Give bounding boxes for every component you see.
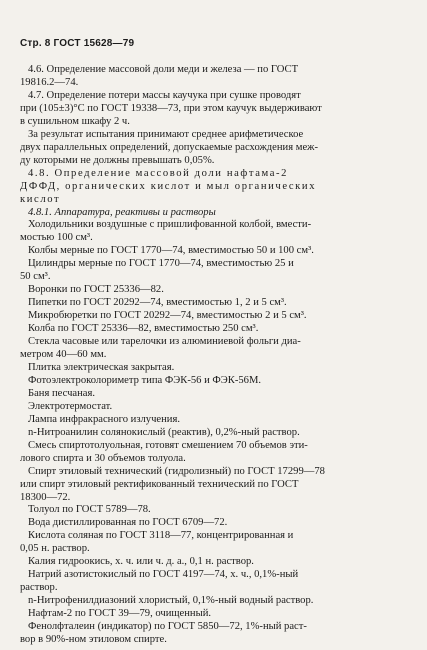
text-line: Стекла часовые или тарелочки из алюминиевой фольги диа-	[28, 336, 301, 348]
text-line: Пипетки по ГОСТ 20292—74, вместимостью 1, 2 и 5 см³.	[28, 297, 287, 309]
text-line: при (105±3)°С по ГОСТ 19338—73, при этом каучук выдерживают	[20, 102, 322, 114]
text-line: n-Нитроанилин солянокислый (реактив), 0,2%-ный раствор.	[28, 426, 300, 438]
text-line: Лампа инфракрасного излучения.	[28, 413, 180, 425]
text-line: Воронки по ГОСТ 25336—82.	[28, 284, 164, 296]
subsection-heading: 4.8.1. Аппаратура, реактивы и растворы	[28, 206, 216, 218]
text-line: Нафтам-2 по ГОСТ 39—79, очищенный.	[28, 608, 212, 620]
text-line: вор в 90%-ном этиловом спирте.	[20, 634, 167, 645]
section-heading: кислот	[20, 193, 61, 205]
text-line: Спирт этиловый технический (гидролизный) по ГОСТ 17299—78	[28, 465, 325, 477]
text-line: Холодильники воздушные с пришлифованной колбой, вмести-	[28, 219, 312, 231]
text-line: Вода дистиллированная по ГОСТ 6709—72.	[28, 517, 228, 529]
text-line: Натрий азотистокислый по ГОСТ 4197—74, х. ч., 0,1%-ный	[28, 569, 299, 581]
text-line: метром 40—60 мм.	[20, 349, 107, 360]
text-line: Смесь спиртотолуольная, готовят смешением 70 объемов эти-	[28, 439, 308, 451]
text-line: Колба по ГОСТ 25336—82, вместимостью 250 см³.	[28, 323, 259, 335]
text-line: или спирт этиловый ректификованный технический по ГОСТ	[20, 478, 299, 490]
text-line: 18300—72.	[20, 491, 71, 503]
text-line: За результат испытания принимают среднее арифметическое	[28, 128, 304, 140]
text-line: Микробюретки по ГОСТ 20292—74, вместимостью 2 и 5 см³.	[28, 310, 307, 322]
text-line: Толуол по ГОСТ 5789—78.	[28, 504, 151, 516]
text-line: Цилиндры мерные по ГОСТ 1770—74, вместимостью 25 и	[28, 258, 294, 270]
text-line: Фенолфталеин (индикатор) по ГОСТ 5850—72, 1%-ный раст-	[28, 621, 307, 633]
section-heading: ДФФД, органических кислот и мыл органических	[20, 180, 317, 192]
text-line: Баня песчаная.	[28, 387, 96, 399]
text-line: ду которыми не должны превышать 0,05%.	[20, 154, 215, 166]
text-line: Фотоэлектроколориметр типа ФЭК-56 и ФЭК-56М.	[28, 374, 262, 386]
text-line: 19816.2—74.	[20, 76, 79, 88]
text-line: Кислота соляная по ГОСТ 3118—77, концентрированная и	[28, 530, 294, 542]
text-line: n-Нитрофенилдиазоний хлористый, 0,1%-ный водный раствор.	[28, 595, 314, 607]
text-line: раствор.	[20, 582, 58, 594]
text-line: лового спирта и 30 объемов толуола.	[20, 452, 186, 464]
text-line: Колбы мерные по ГОСТ 1770—74, вместимостью 50 и 100 см³.	[28, 245, 314, 257]
text-line: Электротермостат.	[28, 400, 113, 412]
page-header: Стр. 8 ГОСТ 15628—79	[20, 38, 135, 49]
text-line: Калия гидроокись, х. ч. или ч. д. а., 0,1 н. раствор.	[28, 556, 254, 568]
text-line: 50 см³.	[20, 271, 51, 283]
text-line: 4.7. Определение потери массы каучука при сушке проводят	[28, 89, 301, 101]
text-line: 0,05 н. раствор.	[20, 543, 90, 555]
text-line: мостью 100 см³.	[20, 232, 93, 244]
section-heading: 4.8. Определение массовой доли нафтама-2	[28, 167, 289, 179]
text-line: Плитка электрическая закрытая.	[28, 361, 175, 373]
text-line: 4.6. Определение массовой доли меди и железа — по ГОСТ	[28, 64, 299, 75]
text-line: в сушильном шкафу 2 ч.	[20, 115, 130, 127]
text-line: двух параллельных определений, допускаемые расхождения меж-	[20, 141, 319, 153]
